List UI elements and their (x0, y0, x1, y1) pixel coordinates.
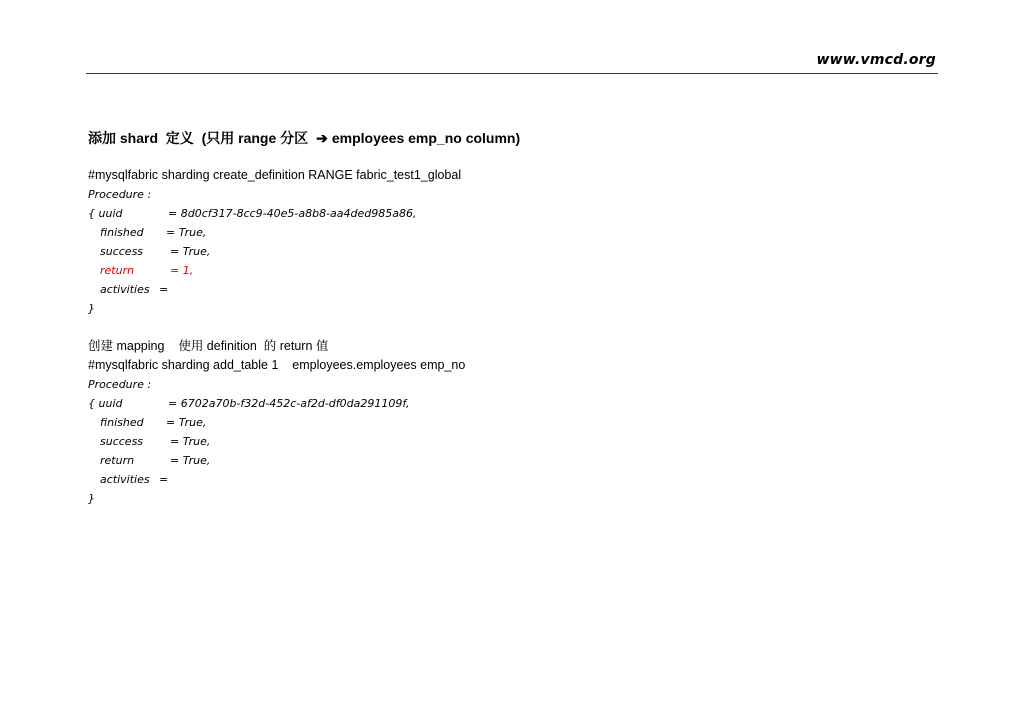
header-divider (86, 73, 938, 74)
activities-value: = (159, 473, 169, 486)
return-value: = 1, (170, 264, 194, 277)
right-arrow-icon: ➔ (316, 130, 328, 146)
finished-line (88, 223, 948, 242)
activities-key: activities (100, 473, 150, 486)
document-body (88, 128, 948, 508)
finished-value: = True, (166, 226, 207, 239)
uuid-key: { uuid (88, 207, 123, 220)
procedure-label: Procedure : (88, 188, 152, 201)
success-key: success (100, 435, 144, 448)
success-value: = True, (170, 435, 211, 448)
uuid-value: = 6702a70b-f32d-452c-af2d-df0da291109f, (168, 397, 410, 410)
close-brace: } (88, 492, 95, 505)
uuid-line (88, 394, 948, 413)
success-line (88, 242, 948, 261)
finished-line (88, 413, 948, 432)
close-brace: } (88, 302, 95, 315)
uuid-line (88, 204, 948, 223)
return-line (88, 451, 948, 470)
header-site-url: www.vmcd.org (816, 52, 936, 68)
activities-line (88, 470, 948, 489)
heading-text-after: employees emp_no column) (331, 130, 521, 146)
section-heading (88, 128, 948, 148)
return-line (88, 261, 948, 280)
success-line (88, 432, 948, 451)
success-value: = True, (170, 245, 211, 258)
uuid-value: = 8d0cf317-8cc9-40e5-a8b8-aa4ded985a86, (168, 207, 417, 220)
success-key: success (100, 245, 144, 258)
finished-value: = True, (166, 416, 207, 429)
return-key: return (100, 264, 135, 277)
return-key: return (100, 454, 135, 467)
finished-key: finished (100, 416, 144, 429)
activities-value: = (159, 283, 169, 296)
create-definition-command: #mysqlfabric sharding create_definition RANGE fabric_test1_global (88, 168, 462, 182)
uuid-key: { uuid (88, 397, 123, 410)
activities-key: activities (100, 283, 150, 296)
mapping-description: 创建 mapping 使用 definition 的 return 值 (88, 339, 329, 353)
procedure-label: Procedure : (88, 378, 152, 391)
return-value: = True, (170, 454, 211, 467)
finished-key: finished (100, 226, 144, 239)
activities-line (88, 280, 948, 299)
add-table-command: #mysqlfabric sharding add_table 1 employees.employees emp_no (88, 358, 466, 372)
heading-text-before: 添加 shard 定义 (只用 range 分区 (88, 130, 309, 146)
